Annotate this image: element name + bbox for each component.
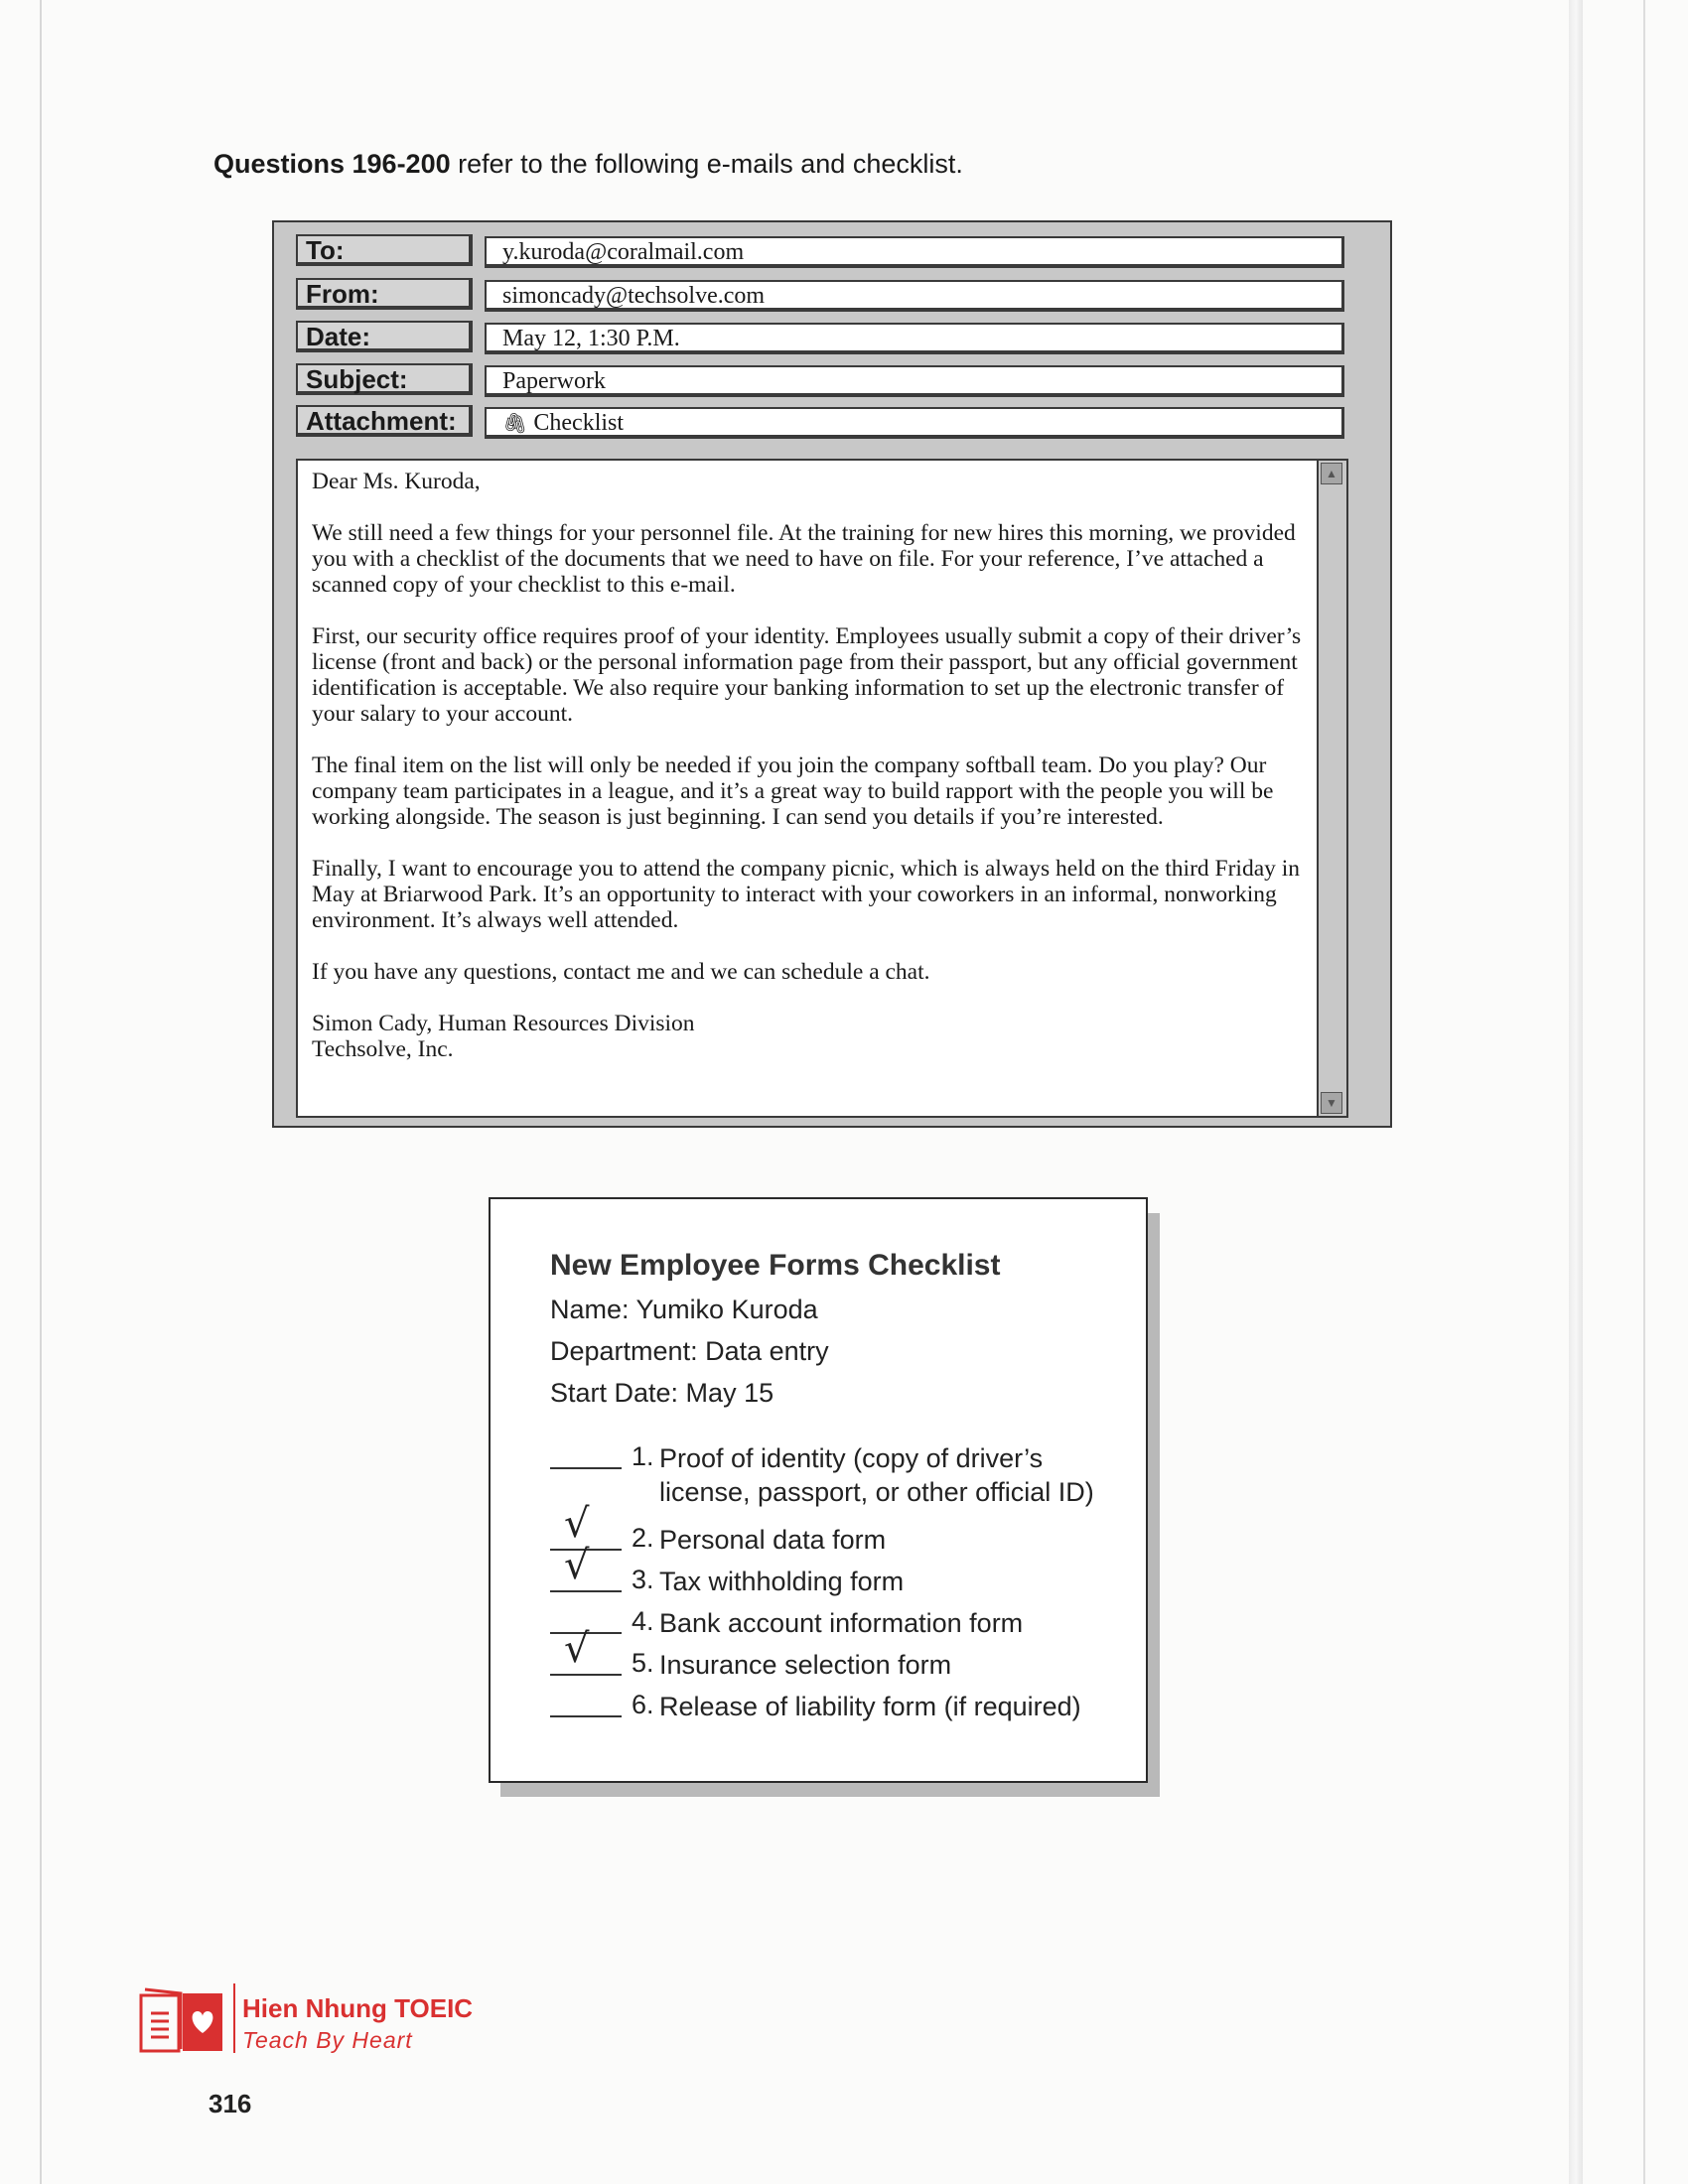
email-paragraph: Finally, I want to encourage you to attend the company picnic, which is always held on the third Friday in May at Briarwood Park. It’s an opportunity to interact with your coworkers in an informal, nonworking environment. It’s always well attended.	[312, 856, 1301, 933]
checklist-item-text: Proof of identity (copy of driver’s license, passport, or other official ID)	[659, 1443, 1094, 1507]
checklist-item	[550, 1543, 1126, 1604]
checklist-item-number: 5.	[632, 1648, 654, 1678]
header-value-date: May 12, 1:30 P.M.	[485, 323, 1344, 354]
header-label-to: To:	[296, 234, 473, 266]
checklist-item-text: Release of liability form (if required)	[659, 1692, 1081, 1721]
email-paragraph: The final item on the list will only be needed if you join the company softball team. Do you play? Our company team participates in a league, and it’s a great way to build rapport with the people you will be working alongside. The season is just beginning. I can send you details if you’re interested.	[312, 752, 1274, 830]
checklist-item-text: Tax withholding form	[659, 1567, 905, 1596]
checklist-start-date: Start Date: May 15	[550, 1378, 774, 1408]
email-greeting: Dear Ms. Kuroda,	[312, 469, 481, 494]
checklist-item-number: 6.	[632, 1690, 654, 1719]
questions-intro	[213, 149, 963, 180]
checkmark-icon: √	[564, 1501, 590, 1547]
checkmark-icon: √	[564, 1543, 590, 1588]
paperclip-icon: 🖇	[502, 411, 528, 435]
header-value-attachment[interactable]	[485, 407, 1344, 439]
attachment-name: Checklist	[533, 410, 625, 436]
header-value-subject: Paperwork	[485, 365, 1344, 397]
header-label-attachment: Attachment:	[296, 405, 473, 437]
header-row-date	[296, 321, 1368, 354]
checklist-item-number: 2.	[632, 1523, 654, 1553]
header-row-subject	[296, 363, 1368, 397]
scroll-down-icon[interactable]: ▼	[1321, 1092, 1342, 1114]
checklist-title: New Employee Forms Checklist	[550, 1249, 1001, 1282]
checklist-department: Department: Data entry	[550, 1336, 829, 1366]
logo-divider	[233, 1983, 235, 2053]
page-edge	[40, 0, 42, 2184]
checklist-item-text: Personal data form	[659, 1525, 887, 1555]
page-number: 316	[209, 2089, 252, 2118]
email-window	[272, 220, 1392, 1128]
checklist-item-text: Bank account information form	[659, 1608, 1024, 1638]
header-row-attachment	[296, 405, 1368, 439]
email-paragraph: We still need a few things for your personnel file. At the training for new hires this morning, we provided you with a checklist of the documents that we need to have on file. For your reference, I’ve attached a scanned copy of your checklist to this e-mail.	[312, 520, 1296, 598]
checklist-item	[550, 1501, 1126, 1563]
page-gutter	[1569, 0, 1583, 2184]
intro-text: refer to the following e-mails and checklist.	[450, 149, 963, 179]
header-row-to	[296, 234, 1368, 268]
checklist-item	[550, 1441, 1126, 1507]
logo-subtitle: Teach By Heart	[242, 2027, 413, 2053]
book-heart-icon	[137, 1983, 226, 2055]
header-label-date: Date:	[296, 321, 473, 352]
email-paragraph: If you have any questions, contact me and we can schedule a chat.	[312, 959, 930, 985]
questions-range: Questions 196-200	[213, 149, 451, 179]
email-signature-name: Simon Cady, Human Resources Division	[312, 1011, 695, 1036]
header-row-from	[296, 278, 1368, 312]
checkbox-blank	[550, 1674, 622, 1676]
checklist-item	[550, 1626, 1126, 1688]
checklist-item-number: 1.	[632, 1441, 654, 1471]
header-value-to: y.kuroda@coralmail.com	[485, 236, 1344, 268]
checklist-item	[550, 1690, 1126, 1729]
header-label-subject: Subject:	[296, 363, 473, 395]
checkbox-blank	[550, 1467, 622, 1469]
logo-title: Hien Nhung TOEIC	[242, 1993, 474, 2023]
checklist-item-text: Insurance selection form	[659, 1650, 952, 1680]
checklist-name: Name: Yumiko Kuroda	[550, 1295, 818, 1324]
checklist-item	[550, 1606, 1126, 1646]
email-scrollbar[interactable]	[1317, 461, 1346, 1116]
header-label-from: From:	[296, 278, 473, 310]
page-edge	[1643, 0, 1645, 2184]
checklist-card	[489, 1197, 1148, 1783]
checklist-item-number: 3.	[632, 1565, 654, 1594]
checkbox-blank	[550, 1590, 622, 1592]
email-body	[296, 459, 1348, 1118]
checkmark-icon: √	[564, 1626, 590, 1672]
email-paragraph: First, our security office requires proof of your identity. Employees usually submit a copy of their driver’s license (front and back) or the personal information page from their passport, but any official government identification is acceptable. We also require your banking information to set up the electronic transfer of your salary to your account.	[312, 623, 1302, 727]
email-body-text	[312, 469, 1315, 1062]
checklist-item-number: 4.	[632, 1606, 654, 1636]
email-signature-company: Techsolve, Inc.	[312, 1036, 454, 1062]
checkbox-blank	[550, 1715, 622, 1717]
scroll-up-icon[interactable]: ▲	[1321, 463, 1342, 484]
header-value-from: simoncady@techsolve.com	[485, 280, 1344, 312]
